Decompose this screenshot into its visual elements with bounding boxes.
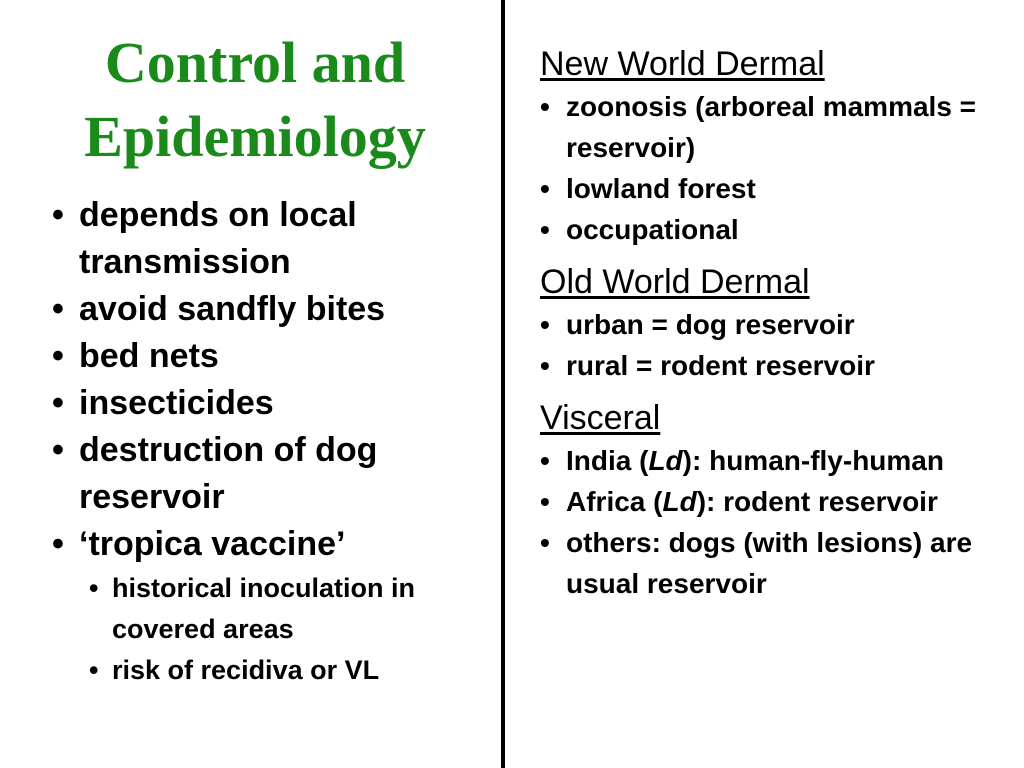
item-text: Africa ( <box>566 486 663 517</box>
item-text: ): rodent reservoir <box>696 486 938 517</box>
list-item <box>540 440 1010 481</box>
control-list <box>52 192 472 691</box>
list-item: • avoid sandfly bites <box>52 286 472 333</box>
list-item: • destruction of dog reservoir <box>52 427 472 521</box>
sub-list-item: • historical inoculation in covered areas <box>52 568 472 650</box>
list-item <box>540 481 1010 522</box>
list-item: • others: dogs (with lesions) are usual reservoir <box>540 522 1010 604</box>
section-heading-visceral: Visceral <box>540 399 661 437</box>
left-column <box>52 192 472 691</box>
old-world-dermal-list <box>540 304 1010 386</box>
list-item: • urban = dog reservoir <box>540 304 1010 345</box>
item-text: ): human-fly-human <box>682 445 944 476</box>
sub-list-item: • risk of recidiva or VL <box>52 650 472 691</box>
species-abbreviation: Ld <box>648 445 683 476</box>
section-heading-old-world-dermal: Old World Dermal <box>540 263 810 301</box>
item-text: India ( <box>566 445 649 476</box>
new-world-dermal-list <box>540 86 1010 250</box>
right-column <box>540 42 1010 604</box>
list-item: • zoonosis (arboreal mammals = reservoir) <box>540 86 1010 168</box>
list-item: • occupational <box>540 209 1010 250</box>
visceral-list <box>540 440 1010 604</box>
list-item: • insecticides <box>52 380 472 427</box>
list-item: • ‘tropica vaccine’ <box>52 521 472 568</box>
slide-title: Control and Epidemiology <box>84 30 426 169</box>
list-item: • bed nets <box>52 333 472 380</box>
section-heading-new-world-dermal: New World Dermal <box>540 45 825 83</box>
list-item: • depends on local transmission <box>52 192 472 286</box>
list-item: • lowland forest <box>540 168 1010 209</box>
list-item: • rural = rodent reservoir <box>540 345 1010 386</box>
column-divider <box>501 0 505 768</box>
species-abbreviation: Ld <box>662 486 697 517</box>
